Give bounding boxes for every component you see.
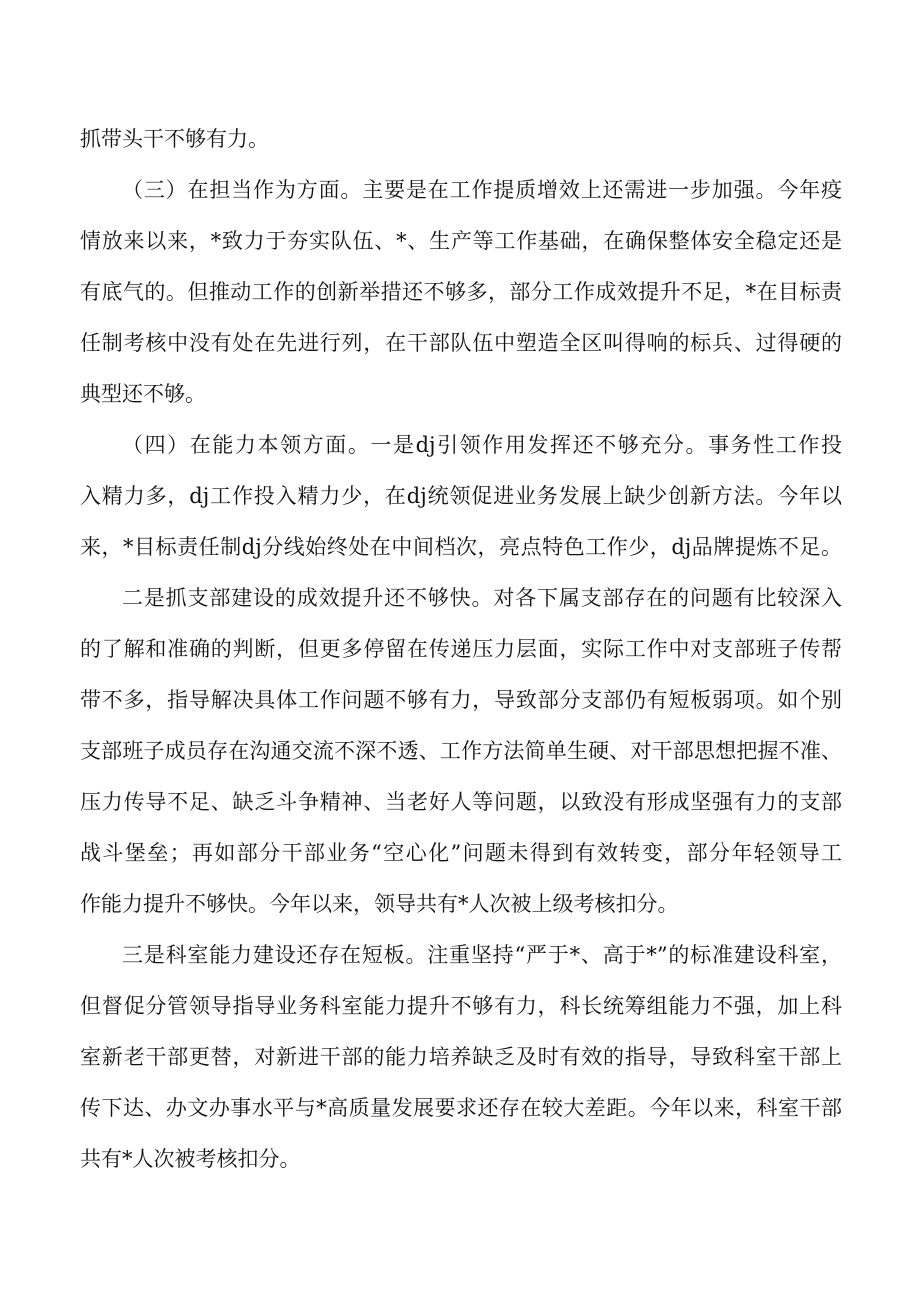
text-line: 情放来以来，*致力于夯实队伍、*、生产等工作基础，在确保整体安全稳定还是 [80,229,842,253]
text-line: 共有*人次被考核扣分。 [80,1147,301,1171]
text-line: 典型还不够。 [80,382,206,406]
text-line: （四）在能力本领方面。一是dj引领作用发挥还不够充分。事务性工作投 [122,433,842,457]
text-line: 入精力多，dj工作投入精力少，在dj统领促进业务发展上缺少创新方法。今年以 [80,484,842,508]
text-line: 战斗堡垒；再如部分干部业务“空心化”问题未得到有效转变，部分年轻领导工 [80,841,842,865]
text-line: 带不多，指导解决具体工作问题不够有力，导致部分支部仍有短板弱项。如个别 [80,688,842,712]
text-line: 支部班子成员存在沟通交流不深不透、工作方法简单生硬、对干部思想把握不准、 [80,739,842,763]
text-line: 但督促分管领导指导业务科室能力提升不够有力，科长统筹组能力不强，加上科 [80,994,842,1018]
text-line: 三是科室能力建设还存在短板。注重坚持“严于*、高于*”的标准建设科室， [122,943,842,967]
text-line: 作能力提升不够快。今年以来，领导共有*人次被上级考核扣分。 [80,892,679,916]
text-line: 传下达、办文办事水平与*高质量发展要求还存在较大差距。今年以来，科室干部 [80,1096,842,1120]
text-line: 二是抓支部建设的成效提升还不够快。对各下属支部存在的问题有比较深入 [122,586,842,610]
text-line: 抓带头干不够有力。 [80,127,269,151]
text-line: 室新老干部更替，对新进干部的能力培养缺乏及时有效的指导，导致科室干部上 [80,1045,842,1069]
text-line: 来，*目标责任制dj分线始终处在中间档次，亮点特色工作少，dj品牌提炼不足。 [80,535,842,559]
text-line: 有底气的。但推动工作的创新举措还不够多，部分工作成效提升不足，*在目标责 [80,280,842,304]
text-line: 的了解和准确的判断，但更多停留在传递压力层面，实际工作中对支部班子传帮 [80,637,842,661]
text-line: （三）在担当作为方面。主要是在工作提质增效上还需进一步加强。今年疫 [122,178,842,202]
text-line: 压力传导不足、缺乏斗争精神、当老好人等问题，以致没有形成坚强有力的支部 [80,790,842,814]
text-line: 任制考核中没有处在先进行列，在干部队伍中塑造全区叫得响的标兵、过得硬的 [80,331,842,355]
